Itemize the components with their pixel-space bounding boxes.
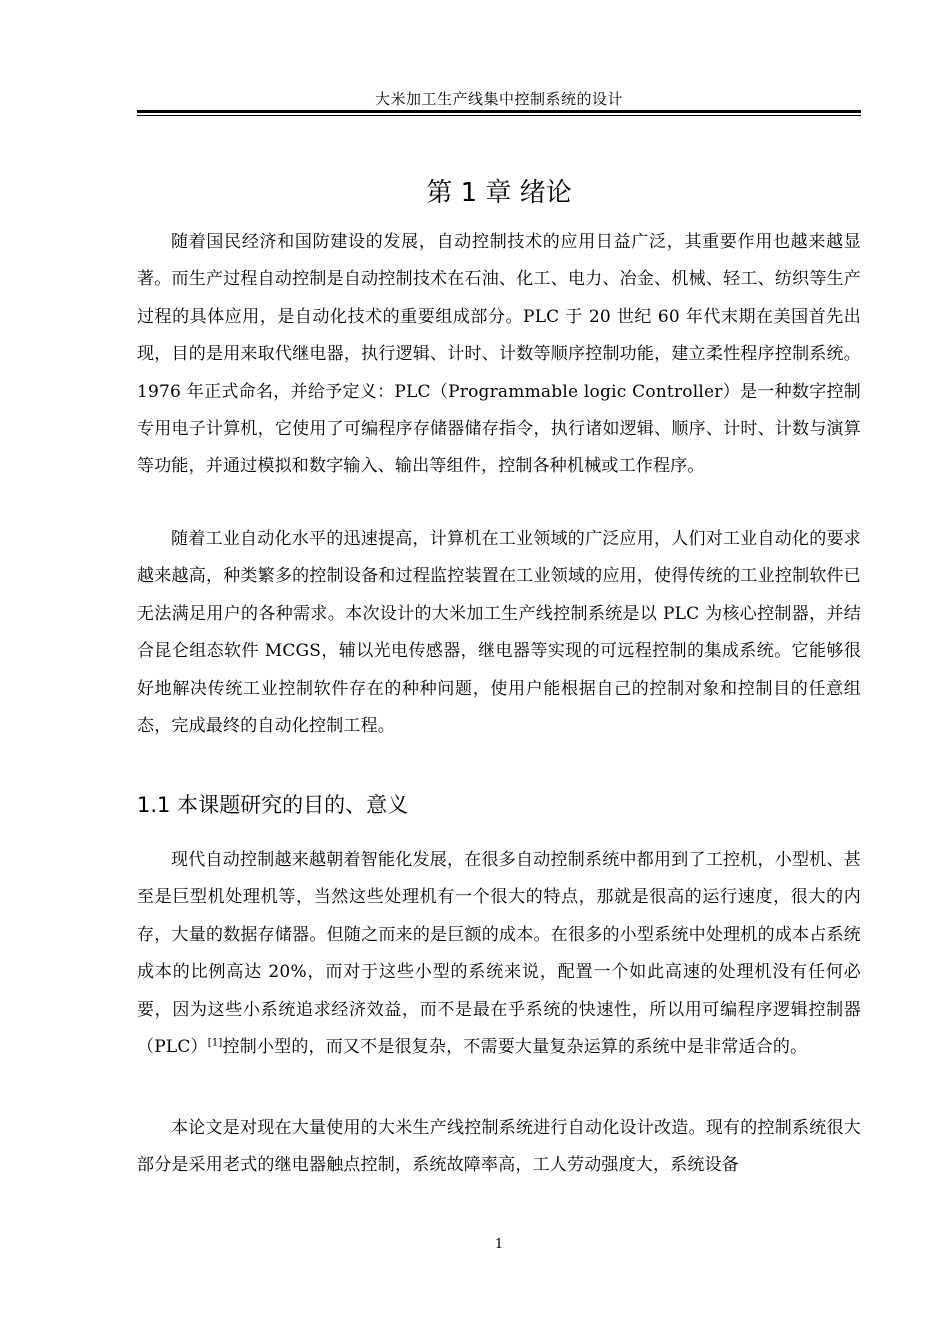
page-number: 1	[494, 1237, 504, 1252]
citation-marker: [1]	[207, 1037, 223, 1049]
paragraph-intro: 随着国民经济和国防建设的发展，自动控制技术的应用日益广泛，其重要作用也越来越显著。而生产过程自动控制是自动控制技术在石油、化工、电力、冶金、机械、轻工、纺织等生产过程的具体应用，是自动化技术的重要组成部分。PLC 于 20 世纪 60 年代末期在美国首先出现，目的是用来取代继电器，执行逻辑、计时、计数等顺序控制功能，建立柔性程序控制系统。1976 年正式命名，并给予定义：PLC（Programmable logic Controller）是一种数字控制专用电子计算机，它使用了可编程序存储器储存指令，执行诸如逻辑、顺序、计时、计数与演算等功能，并通过模拟和数字输入、输出等组件，控制各种机械或工作程序。	[137, 232, 861, 477]
paragraph-design-overview: 随着工业自动化水平的迅速提高，计算机在工业领域的广泛应用，人们对工业自动化的要求越来越高，种类繁多的控制设备和过程监控装置在工业领域的应用，使得传统的工业控制软件已无法满足用户的各种需求。本次设计的大米加工生产线控制系统是以 PLC 为核心控制器，并结合昆仑组态软件 MCGS，辅以光电传感器，继电器等实现的可远程控制的集成系统。它能够很好地解决传统工业控制软件存在的种种问题，使用户能根据自己的控制对象和控制目的任意组态，完成最终的自动化控制工程。	[137, 529, 861, 737]
paragraph-thesis-scope: 本论文是对现在大量使用的大米生产线控制系统进行自动化设计改造。现有的控制系统很大部分是采用老式的继电器触点控制，系统故障率高，工人劳动强度大，系统设备	[137, 1118, 861, 1176]
header-rule-thick	[137, 110, 861, 113]
chapter-title: 第 1 章 绪论	[426, 178, 572, 209]
section-title: 1.1 本课题研究的目的、意义	[137, 793, 409, 818]
paragraph-purpose-text-b: 控制小型的，而又不是很复杂，不需要大量复杂运算的系统中是非常适合的。	[222, 1037, 808, 1058]
paragraph-purpose-text-a: 现代自动控制越来越朝着智能化发展，在很多自动控制系统中都用到了工控机，小型机、甚至是巨型机处理机等，当然这些处理机有一个很大的特点，那就是很高的运行速度，很大的内存，大量的数据存储器。但随之而来的是巨额的成本。在很多的小型系统中处理机的成本占系统成本的比例高达 20%，而对于这些小型的系统来说，配置一个如此高速的处理机没有任何必要，因为这些小系统追求经济效益，而不是最在乎系统的快速性，所以用可编程序逻辑控制器（PLC）	[137, 850, 861, 1058]
header-rule-thin	[137, 115, 861, 116]
running-header: 大米加工生产线集中控制系统的设计	[374, 90, 623, 108]
paragraph-purpose	[137, 842, 861, 1066]
